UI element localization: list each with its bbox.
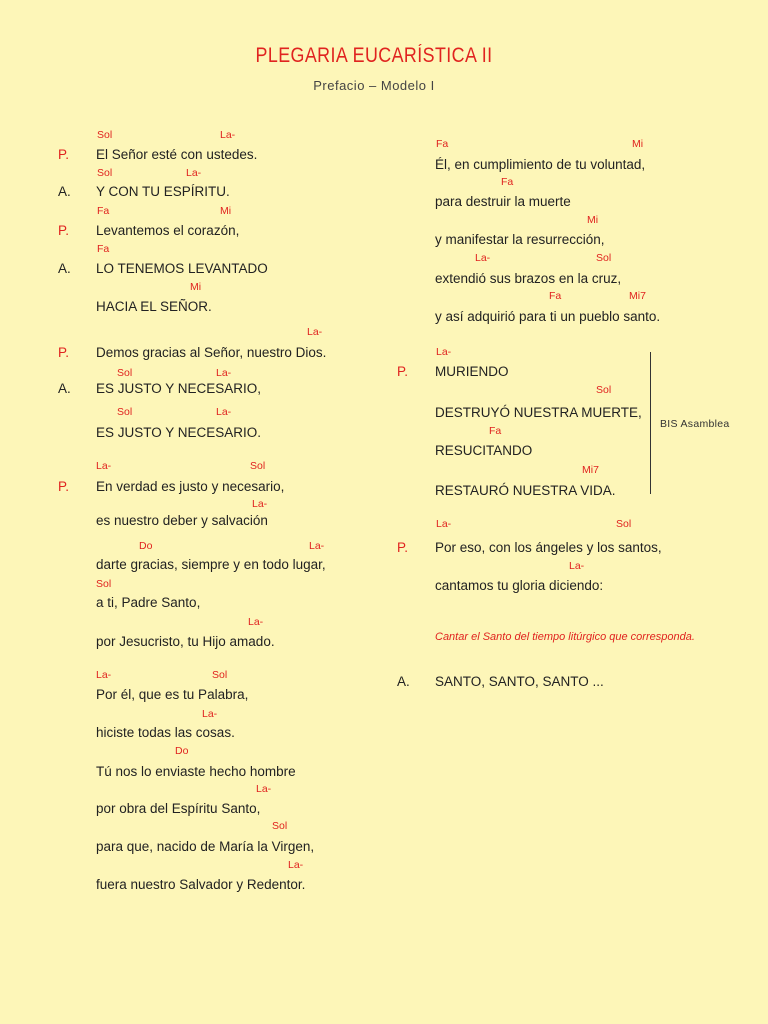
chord: La-	[307, 326, 323, 338]
lyric-line: SANTO, SANTO, SANTO ...	[435, 674, 604, 689]
chord: Mi	[190, 281, 202, 293]
chord: La-	[569, 560, 585, 572]
chord: Sol	[97, 129, 113, 141]
chord: Sol	[596, 384, 612, 396]
lyric-line: cantamos tu gloria diciendo:	[435, 578, 604, 593]
lyric-line: hiciste todas las cosas.	[96, 725, 235, 740]
chord: La-	[96, 669, 112, 681]
lyric-line: DESTRUYÓ NUESTRA MUERTE,	[435, 405, 642, 420]
chord: La-	[96, 460, 112, 472]
chord: La-	[252, 498, 268, 510]
chord: La-	[436, 518, 452, 530]
lyric-line: MURIENDO	[435, 364, 509, 379]
lyric-line: Por él, que es tu Palabra,	[96, 687, 249, 702]
chord: La-	[220, 129, 236, 141]
chord: Fa	[436, 138, 449, 150]
chord: La-	[216, 367, 232, 379]
lyric-line: LO TENEMOS LEVANTADO	[96, 261, 268, 276]
lyric-line: HACIA EL SEÑOR.	[96, 299, 212, 314]
chord: Sol	[212, 669, 228, 681]
chord: Do	[175, 745, 189, 757]
chord: Mi7	[582, 464, 599, 476]
chord: Sol	[250, 460, 266, 472]
speaker-label: A.	[58, 381, 71, 396]
chord: Sol	[117, 406, 133, 418]
lyric-line: extendió sus brazos en la cruz,	[435, 271, 622, 286]
lyric-line: RESTAURÓ NUESTRA VIDA.	[435, 483, 616, 498]
lyric-line: Por eso, con los ángeles y los santos,	[435, 540, 662, 555]
page-title: PLEGARIA EUCARÍSTICA II	[255, 44, 493, 67]
chord: Sol	[117, 367, 133, 379]
instruction-note: Cantar el Santo del tiempo litúrgico que corresponda.	[435, 631, 695, 643]
bis-label: BIS Asamblea	[660, 418, 730, 430]
chord: La-	[186, 167, 202, 179]
chord: La-	[248, 616, 264, 628]
chord: La-	[216, 406, 232, 418]
chord: La-	[309, 540, 325, 552]
lyric-line: Levantemos el corazón,	[96, 223, 240, 238]
lyric-line: y así adquirió para ti un pueblo santo.	[435, 309, 661, 324]
chord: La-	[256, 783, 272, 795]
lyric-line: Y CON TU ESPÍRITU.	[96, 184, 230, 199]
speaker-label: A.	[397, 674, 410, 689]
lyric-line: darte gracias, siempre y en todo lugar,	[96, 557, 326, 572]
speaker-label: A.	[58, 261, 71, 276]
chord: La-	[475, 252, 491, 264]
lyric-line: Tú nos lo enviaste hecho hombre	[96, 764, 296, 779]
chord: Mi	[632, 138, 644, 150]
lyric-line: y manifestar la resurrección,	[435, 232, 605, 247]
lyric-line: para destruir la muerte	[435, 194, 571, 209]
chord: Fa	[549, 290, 562, 302]
chord: Sol	[96, 578, 112, 590]
chord: Sol	[272, 820, 288, 832]
chord: Fa	[97, 205, 110, 217]
chord: Do	[139, 540, 153, 552]
speaker-label: A.	[58, 184, 71, 199]
lyric-line: ES JUSTO Y NECESARIO.	[96, 425, 262, 440]
lyric-line: por obra del Espíritu Santo,	[96, 801, 261, 816]
chord: La-	[288, 859, 304, 871]
chord: Fa	[489, 425, 502, 437]
speaker-label: P.	[58, 223, 70, 238]
lyric-line: para que, nacido de María la Virgen,	[96, 839, 315, 854]
lyric-line: por Jesucristo, tu Hijo amado.	[96, 634, 275, 649]
lyric-line: RESUCITANDO	[435, 443, 533, 458]
lyric-line: El Señor esté con ustedes.	[96, 147, 258, 162]
bis-bracket	[650, 352, 651, 494]
speaker-label: P.	[58, 147, 70, 162]
speaker-label: P.	[397, 364, 409, 379]
lyric-line: En verdad es justo y necesario,	[96, 479, 285, 494]
speaker-label: P.	[397, 540, 409, 555]
chord: Fa	[501, 176, 514, 188]
chord: Fa	[97, 243, 110, 255]
speaker-label: P.	[58, 479, 70, 494]
lyric-line: a ti, Padre Santo,	[96, 595, 201, 610]
chord: Sol	[97, 167, 113, 179]
chord: La-	[202, 708, 218, 720]
chord: Sol	[596, 252, 612, 264]
page-subtitle: Prefacio – Modelo I	[313, 78, 435, 93]
lyric-line: Demos gracias al Señor, nuestro Dios.	[96, 345, 327, 360]
chord: La-	[436, 346, 452, 358]
lyric-line: Él, en cumplimiento de tu voluntad,	[435, 157, 646, 172]
chord: Sol	[616, 518, 632, 530]
chord: Mi7	[629, 290, 646, 302]
speaker-label: P.	[58, 345, 70, 360]
lyric-line: ES JUSTO Y NECESARIO,	[96, 381, 262, 396]
lyric-line: fuera nuestro Salvador y Redentor.	[96, 877, 306, 892]
lyric-line: es nuestro deber y salvación	[96, 513, 268, 528]
chord: Mi	[220, 205, 232, 217]
chord: Mi	[587, 214, 599, 226]
